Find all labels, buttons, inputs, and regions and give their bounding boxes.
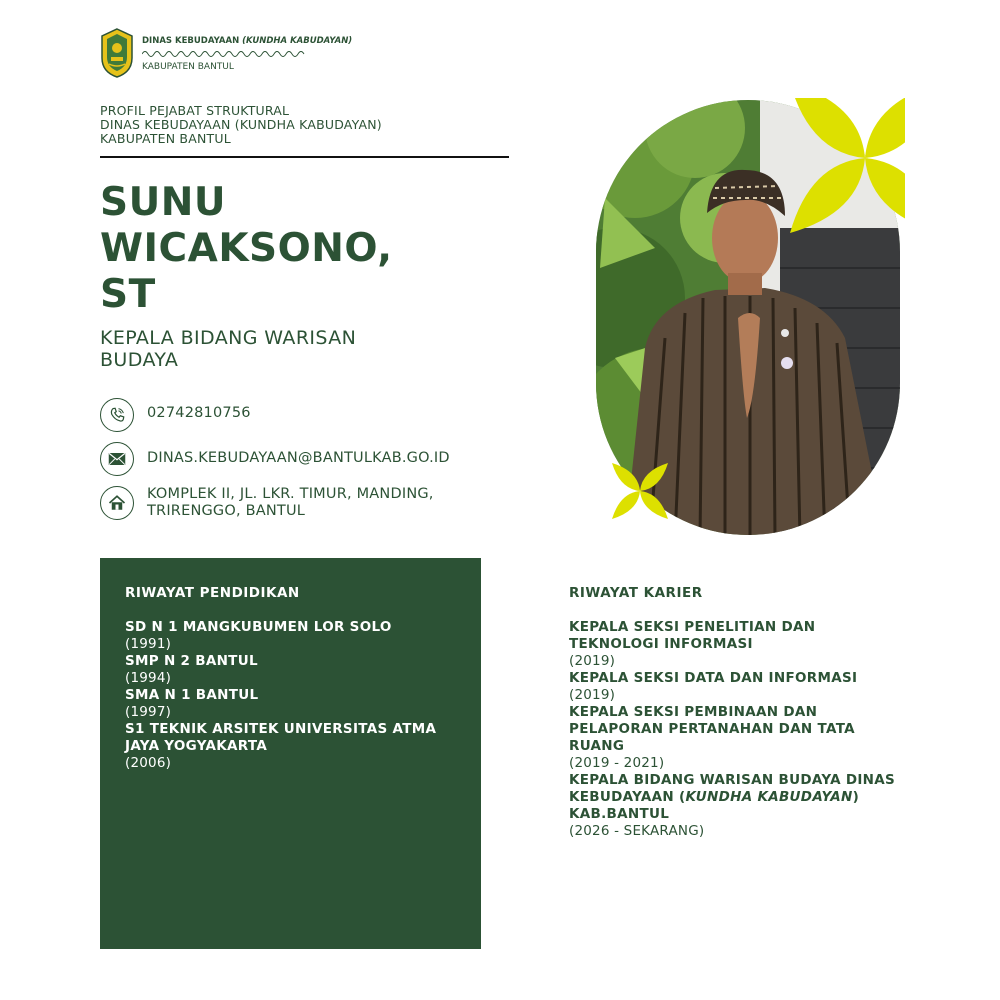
org-name: DINAS KEBUDAYAAN (KUNDHA KABUDAYAN): [142, 36, 353, 46]
email-address[interactable]: DINAS.KEBUDAYAAN@BANTULKAB.GO.ID: [147, 450, 450, 466]
portrait-photo: [595, 98, 905, 538]
career-entry: KEPALA SEKSI PEMBINAAN DAN PELAPORAN PERTANAHAN DAN TATA RUANG (2019 - 2021): [569, 704, 855, 771]
divider: [100, 156, 509, 158]
education-entry: S1 TEKNIK ARSITEK UNIVERSITAS ATMA JAYA YOGYAKARTA (2006): [125, 721, 437, 771]
career-entry: KEPALA SEKSI DATA DAN INFORMASI (2019): [569, 670, 858, 703]
profile-heading: PROFIL PEJABAT STRUKTURAL DINAS KEBUDAYAAN (KUNDHA KABUDAYAN) KABUPATEN BANTUL: [100, 103, 382, 146]
contact-email: [100, 442, 450, 476]
mail-icon: [100, 442, 134, 476]
org-logo: [100, 28, 440, 80]
person-position: KEPALA BIDANG WARISAN BUDAYA: [100, 327, 357, 371]
phone-number[interactable]: 02742810756: [147, 405, 251, 421]
person-name: SUNU WICAKSONO, ST: [100, 180, 393, 317]
education-entry: SD N 1 MANGKUBUMEN LOR SOLO (1991): [125, 619, 392, 652]
education-section: [125, 585, 465, 772]
career-entry: KEPALA BIDANG WARISAN BUDAYA DINAS KEBUDAYAAN (KUNDHA KABUDAYAN) KAB.BANTUL (2026 - SEKARANG): [569, 772, 896, 839]
bantul-emblem-icon: [100, 28, 134, 78]
contact-phone: [100, 398, 251, 432]
education-entry: SMP N 2 BANTUL (1994): [125, 653, 258, 686]
address: KOMPLEK II, JL. LKR. TIMUR, MANDING, TRIRENGGO, BANTUL: [147, 486, 434, 519]
phone-icon: [100, 398, 134, 432]
javanese-script-line: [142, 47, 322, 59]
career-entry: KEPALA SEKSI PENELITIAN DAN TEKNOLOGI INFORMASI (2019): [569, 619, 816, 669]
education-title: RIWAYAT PENDIDIKAN: [125, 585, 300, 601]
org-region: KABUPATEN BANTUL: [142, 62, 234, 72]
home-icon: [100, 486, 134, 520]
career-title: RIWAYAT KARIER: [569, 585, 703, 601]
education-entry: SMA N 1 BANTUL (1997): [125, 687, 259, 720]
contact-address: [100, 486, 434, 520]
career-section: [569, 585, 909, 840]
